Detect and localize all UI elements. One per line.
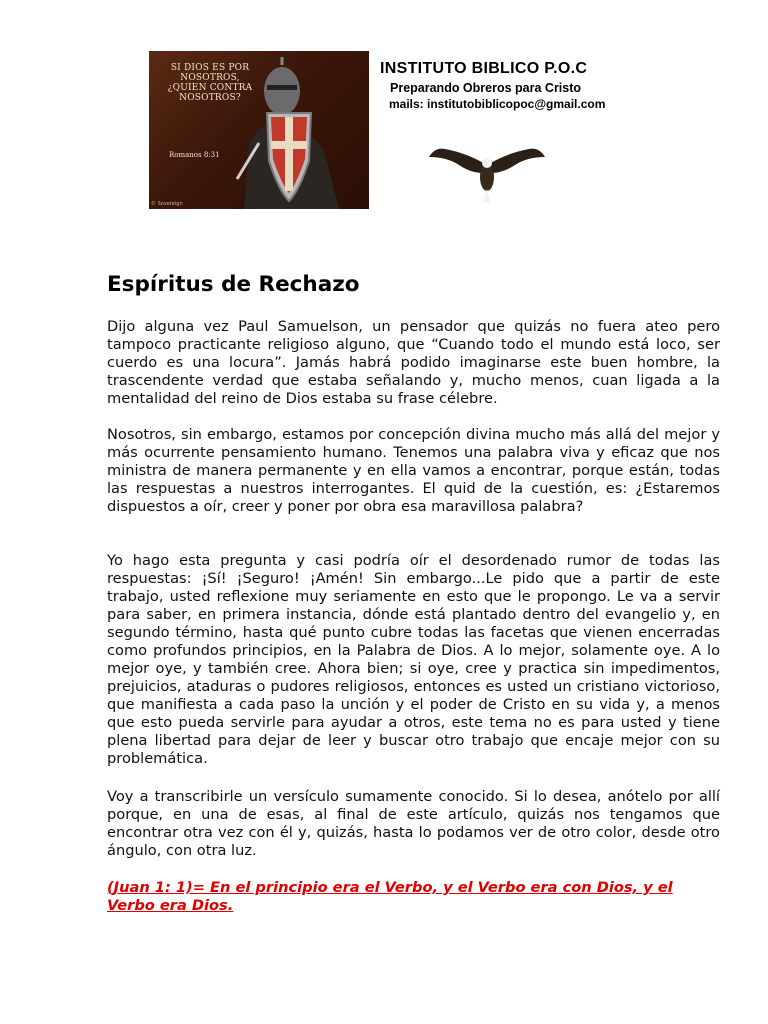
paragraph-3: Yo hago esta pregunta y casi podría oír el desordenado rumor de todas las respuestas: ¡Sí! ¡Seguro! ¡Amén! Sin embargo...Le pido que a partir de este trabajo, usted reflexione muy seriamente en esto que le propongo. Le va a servir para saber, en primera instancia, dónde está plantado dentro del evangelio y, en segundo término, hasta qué punto cubre todas las facetas que vienen encerradas como profundos principios, en la Palabra de Dios. A lo mejor, solamente oye. A lo mejor oye, y también cree. Ahora bien; si oye, cree y practica sin impedimentos, prejuicios, ataduras o pudores religiosos, entonces es usted un cristiano victorioso, que manifiesta a cada paso la unción y el poder de Cristo en su vida y, a menos que esto pueda servirle para ayudar a otros, este tema no es para usted y tiene plena libertad para dejar de leer y buscar otro trabajo que encaje mejor con su problemática. [107, 552, 720, 767]
paragraph-4: Voy a transcribirle un versículo sumamente conocido. Si lo desea, anótelo por allí porque, en una de esas, al final de este artículo, quizás nos tengamos que encontrar otra vez con él y, quizás, hasta lo podamos ver de otro color, desde otro ángulo, con otra luz. [107, 788, 720, 859]
knight-shield-image [149, 51, 369, 209]
paragraph-2: Nosotros, sin embargo, estamos por concepción divina mucho más allá del mejor y más ocurrente pensamiento humano. Tenemos una palabra viva y eficaz que nos ministra de manera permanente y en ella vamos a encontrar, porque están, todas las respuestas a nuestros interrogantes. El quid de la cuestión, es: ¿Estaremos dispuestos a oír, creer y poner por obra esa maravillosa palabra? [107, 426, 720, 515]
page-title: Espíritus de Rechazo [107, 272, 360, 297]
image-copyright: © Sovereign [151, 201, 183, 207]
header-banner [149, 51, 620, 209]
institute-header [380, 60, 620, 111]
scripture-verse: (Juan 1: 1)= En el principio era el Verbo, y el Verbo era con Dios, y el Verbo era Dios. [107, 879, 673, 914]
eagle-icon [427, 143, 547, 207]
institute-name: INSTITUTO BIBLICO P.O.C [380, 60, 588, 77]
image-quote: SI DIOS ES POR NOSOTROS, ¿QUIEN CONTRA NOSOTROS? [167, 63, 253, 103]
image-reference: Romanos 8:31 [169, 151, 220, 159]
paragraph-1: Dijo alguna vez Paul Samuelson, un pensador que quizás no fuera ateo pero tampoco practicante religioso alguno, que “Cuando todo el mundo está loco, ser cuerdo es una locura”. Jamás habrá podido imaginarse este buen hombre, la trascendente verdad que estaba señalando y, mucho menos, cuan ligada a la mentalidad del reino de Dios estaba su frase célebre. [107, 318, 720, 407]
institute-email: mails: institutobiblicopoc@gmail.com [389, 97, 606, 111]
institute-tagline: Preparando Obreros para Cristo [390, 81, 582, 95]
